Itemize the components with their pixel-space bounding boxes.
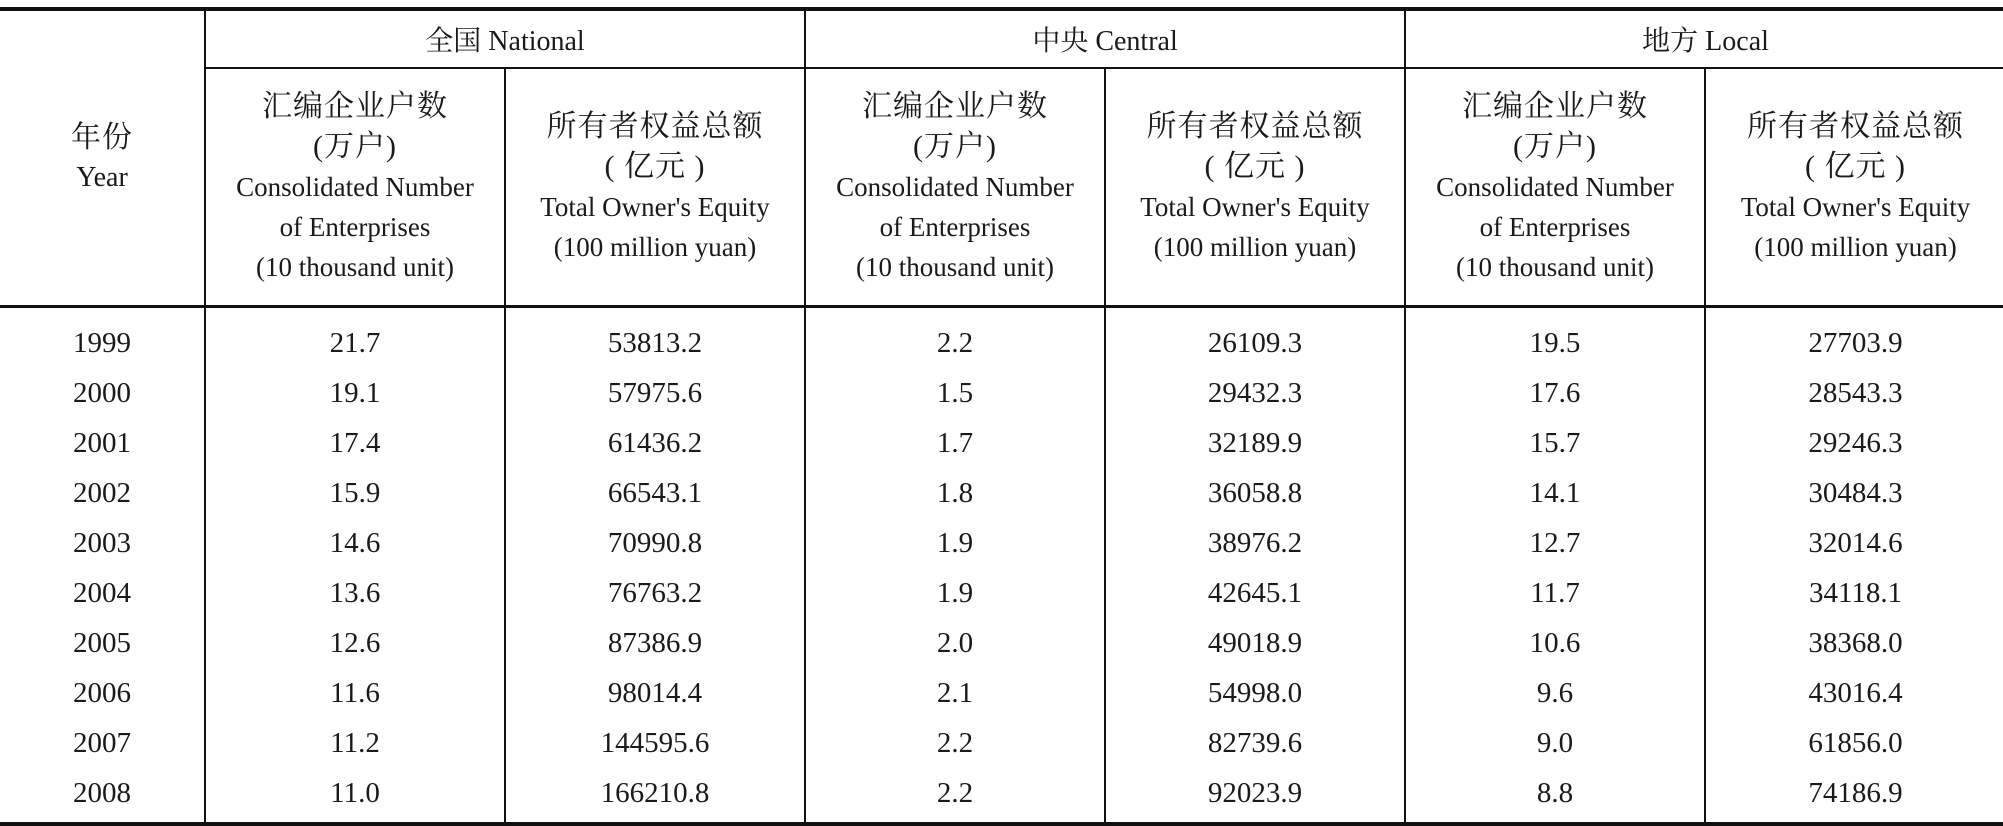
header-number-zh: 汇编企业户数 (1462, 90, 1649, 123)
local-number-cell: 12.7 (1405, 518, 1705, 568)
local-equity-cell: 38368.0 (1705, 618, 2003, 668)
national-number-cell: 15.9 (329, 476, 381, 509)
table-row (0, 768, 2003, 824)
year-cell: 2001 (0, 418, 205, 468)
central-number-cell: 2.2 (805, 768, 1105, 824)
national-equity-cell: 87386.9 (505, 618, 805, 668)
year-cell: 2006 (0, 668, 205, 718)
local-number-cell: 10.6 (1405, 618, 1705, 668)
national-equity-cell: 166210.8 (505, 768, 805, 824)
national-equity-cell: 98014.4 (505, 668, 805, 718)
national-equity-cell: 66543.1 (505, 468, 805, 518)
central-number-cell: 1.7 (805, 418, 1105, 468)
header-equity-unit-zh: ( 亿元 ) (1805, 150, 1907, 183)
header-equity-unit-en: (100 million yuan) (1153, 232, 1357, 262)
year-cell: 2004 (0, 568, 205, 618)
central-number-cell: 1.9 (805, 518, 1105, 568)
local-equity-cell: 29246.3 (1705, 418, 2003, 468)
central-equity-cell: 32189.9 (1105, 418, 1405, 468)
header-equity-en1: Total Owner's Equity (1140, 192, 1370, 222)
local-number-cell: 15.7 (1405, 418, 1705, 468)
central-equity-cell: 26109.3 (1105, 307, 1405, 369)
central-number-cell: 1.9 (805, 568, 1105, 618)
local-equity-cell: 28543.3 (1705, 368, 2003, 418)
year-cell: 2000 (0, 368, 205, 418)
central-equity-cell: 49018.9 (1105, 618, 1405, 668)
year-column-header (0, 9, 205, 307)
header-equity-unit-en: (100 million yuan) (553, 232, 757, 262)
header-number-unit-zh: (万户) (1513, 130, 1598, 163)
central-number-cell: 2.1 (805, 668, 1105, 718)
year-cell: 2002 (0, 468, 205, 518)
national-equity-cell: 53813.2 (505, 307, 805, 369)
local-equity-cell: 32014.6 (1705, 518, 2003, 568)
local-number-cell: 9.6 (1405, 668, 1705, 718)
national-equity-header (505, 68, 805, 307)
national-equity-cell: 70990.8 (505, 518, 805, 568)
table-row (0, 368, 2003, 418)
table-header (0, 9, 2003, 307)
national-number-cell: 19.1 (329, 376, 381, 409)
group-header-row (0, 9, 2003, 68)
local-equity-cell: 30484.3 (1705, 468, 2003, 518)
central-equity-cell: 54998.0 (1105, 668, 1405, 718)
table-row (0, 718, 2003, 768)
header-equity-unit-zh: ( 亿元 ) (1204, 150, 1306, 183)
national-equity-cell: 144595.6 (505, 718, 805, 768)
national-number-cell: 11.6 (330, 676, 380, 709)
header-number-unit-en: (10 thousand unit) (1456, 252, 1655, 282)
local-equity-cell: 74186.9 (1705, 768, 2003, 824)
local-number-cell: 17.6 (1405, 368, 1705, 418)
local-equity-header (1705, 68, 2003, 307)
central-number-cell: 2.2 (805, 307, 1105, 369)
local-number-cell: 8.8 (1405, 768, 1705, 824)
table-row (0, 568, 2003, 618)
table-row (0, 418, 2003, 468)
header-number-zh: 汇编企业户数 (862, 90, 1049, 123)
table-row (0, 518, 2003, 568)
header-number-en2: of Enterprises (879, 212, 1031, 242)
group-header-national: 全国 National (205, 9, 805, 68)
header-number-en1: Consolidated Number (1436, 172, 1674, 202)
national-number-cell: 12.6 (329, 626, 381, 659)
national-equity-cell: 76763.2 (505, 568, 805, 618)
header-number-en2: of Enterprises (279, 212, 431, 242)
table-row (0, 668, 2003, 718)
table-body (0, 307, 2003, 825)
year-cell: 1999 (0, 307, 205, 369)
central-number-header (805, 68, 1105, 307)
central-equity-header (1105, 68, 1405, 307)
year-cell: 2007 (0, 718, 205, 768)
header-number-unit-en: (10 thousand unit) (256, 252, 454, 282)
local-equity-cell: 27703.9 (1705, 307, 2003, 369)
local-number-cell: 19.5 (1405, 307, 1705, 369)
year-cell: 2003 (0, 518, 205, 568)
header-number-unit-zh: (万户) (313, 130, 397, 163)
table-row (0, 618, 2003, 668)
header-number-unit-en: (10 thousand unit) (856, 252, 1054, 282)
national-equity-cell: 61436.2 (505, 418, 805, 468)
central-equity-cell: 92023.9 (1105, 768, 1405, 824)
sub-header-row (0, 68, 2003, 307)
central-equity-cell: 36058.8 (1105, 468, 1405, 518)
year-header-zh: 年份 (71, 121, 133, 154)
national-number-cell: 14.6 (329, 526, 381, 559)
national-number-cell: 17.4 (329, 426, 381, 459)
central-number-cell: 1.5 (805, 368, 1105, 418)
local-equity-cell: 34118.1 (1705, 568, 2003, 618)
local-number-cell: 9.0 (1405, 718, 1705, 768)
national-number-cell: 11.2 (330, 726, 380, 759)
local-number-cell: 14.1 (1405, 468, 1705, 518)
central-number-cell: 2.0 (805, 618, 1105, 668)
header-equity-zh: 所有者权益总额 (1747, 110, 1965, 143)
header-equity-unit-en: (100 million yuan) (1754, 232, 1957, 262)
header-equity-unit-zh: ( 亿元 ) (604, 150, 706, 183)
national-equity-cell: 57975.6 (505, 368, 805, 418)
central-equity-cell: 29432.3 (1105, 368, 1405, 418)
central-number-cell: 2.2 (805, 718, 1105, 768)
local-number-cell: 11.7 (1405, 568, 1705, 618)
national-number-cell: 11.0 (205, 768, 505, 824)
group-header-central: 中央 Central (805, 9, 1405, 68)
header-number-en1: Consolidated Number (236, 172, 474, 202)
national-number-header (205, 68, 505, 307)
statistics-table (0, 7, 2003, 826)
header-equity-en1: Total Owner's Equity (540, 192, 770, 222)
header-equity-en1: Total Owner's Equity (1740, 192, 1971, 222)
local-equity-cell: 43016.4 (1705, 668, 2003, 718)
header-equity-zh: 所有者权益总额 (1146, 110, 1364, 143)
central-number-cell: 1.8 (805, 468, 1105, 518)
central-equity-cell: 42645.1 (1105, 568, 1405, 618)
group-header-local: 地方 Local (1405, 9, 2003, 68)
header-number-en2: of Enterprises (1479, 212, 1631, 242)
local-equity-cell: 61856.0 (1705, 718, 2003, 768)
central-equity-cell: 38976.2 (1105, 518, 1405, 568)
table-row (0, 307, 2003, 369)
year-header-en: Year (76, 162, 128, 193)
header-number-en1: Consolidated Number (836, 172, 1074, 202)
year-cell: 2005 (0, 618, 205, 668)
header-equity-zh: 所有者权益总额 (546, 110, 764, 143)
local-number-header (1405, 68, 1705, 307)
national-number-cell: 13.6 (329, 576, 381, 609)
year-cell: 2008 (0, 768, 205, 824)
national-number-cell: 21.7 (329, 326, 381, 359)
header-number-unit-zh: (万户) (913, 130, 997, 163)
table-row (0, 468, 2003, 518)
central-equity-cell: 82739.6 (1105, 718, 1405, 768)
header-number-zh: 汇编企业户数 (262, 90, 448, 123)
